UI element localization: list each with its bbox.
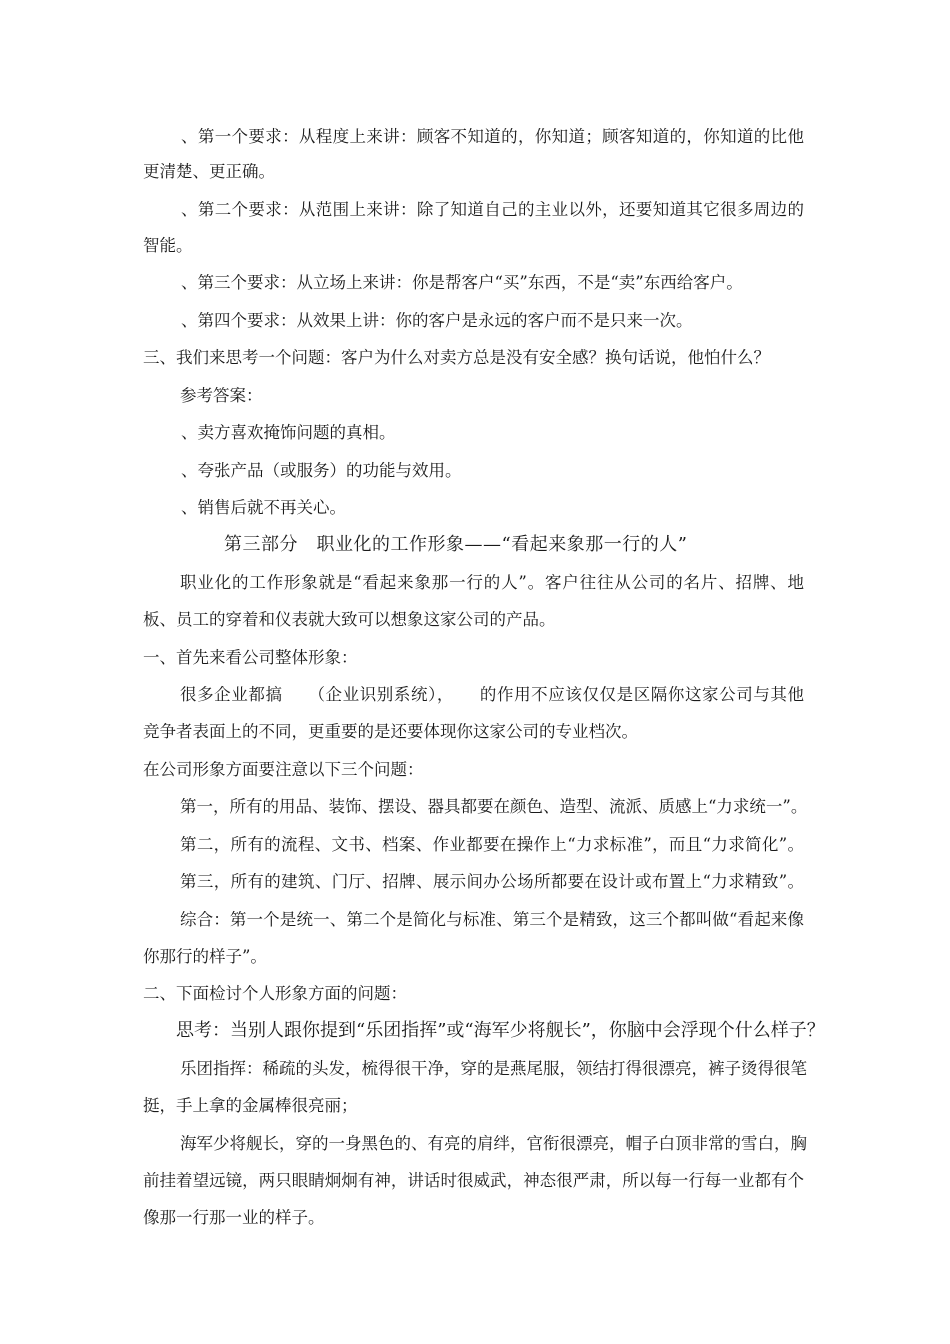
- paragraph-line: 职业化的工作形象就是“看起来象那一行的人”。客户往往从公司的名片、招牌、地: [180, 573, 804, 592]
- paragraph-line: 第一，所有的用品、装饰、摆设、器具都要在颜色、造型、流派、质感上“力求统一”。: [180, 797, 808, 816]
- paragraph-line: 综合：第一个是统一、第二个是简化与标准、第三个是精致，这三个都叫做“看起来像: [180, 910, 804, 929]
- paragraph-line: 三、我们来思考一个问题：客户为什么对卖方总是没有安全感？换句话说，他怕什么？: [143, 348, 770, 367]
- paragraph-line: 在公司形象方面要注意以下三个问题：: [143, 760, 424, 779]
- paragraph-line: 前挂着望远镜，两只眼睛炯炯有神，讲话时很威武，神态很严肃，所以每一行每一业都有个: [143, 1171, 804, 1190]
- paragraph-line: 智能。: [143, 236, 193, 255]
- paragraph-line: 海军少将舰长，穿的一身黑色的、有亮的肩绊，官衔很漂亮，帽子白顶非常的雪白，胸: [180, 1134, 807, 1153]
- paragraph-line: 乐团指挥：稀疏的头发，梳得很干净，穿的是燕尾服，领结打得很漂亮，裤子烫得很笔: [180, 1059, 807, 1078]
- paragraph-line: 、夸张产品（或服务）的功能与效用。: [181, 461, 462, 480]
- paragraph-line: 思考：当别人跟你提到“乐团指挥”或“海军少将舰长”，你脑中会浮现个什么样子？: [176, 1020, 825, 1041]
- paragraph-line: 第三，所有的建筑、门厅、招牌、展示间办公场所都要在设计或布置上“力求精致”。: [180, 872, 804, 891]
- paragraph-line: 、第三个要求：从立场上来讲：你是帮客户“买”东西，不是“卖”东西给客户。: [181, 273, 743, 292]
- paragraph-line: 一、首先来看公司整体形象：: [143, 648, 358, 667]
- section-heading: 第三部分 职业化的工作形象——“看起来象那一行的人”: [224, 534, 688, 555]
- paragraph-line: 、销售后就不再关心。: [181, 498, 346, 517]
- paragraph-line: 、卖方喜欢掩饰问题的真相。: [181, 423, 396, 442]
- paragraph-line: 挺，手上拿的金属棒很亮丽；: [143, 1096, 358, 1115]
- paragraph-line: 像那一行那一业的样子。: [143, 1208, 325, 1227]
- paragraph-line: 更清楚、更正确。: [143, 162, 275, 181]
- paragraph-line: 参考答案：: [180, 386, 263, 405]
- paragraph-line: 竞争者表面上的不同，更重要的是还要体现你这家公司的专业档次。: [143, 722, 638, 741]
- paragraph-line: 、第四个要求：从效果上讲：你的客户是永远的客户而不是只来一次。: [181, 311, 693, 330]
- paragraph-line: 二、下面检讨个人形象方面的问题：: [143, 984, 407, 1003]
- paragraph-line: 板、员工的穿着和仪表就大致可以想象这家公司的产品。: [143, 610, 556, 629]
- paragraph-line: 你那行的样子”。: [143, 947, 267, 966]
- paragraph-line: 第二，所有的流程、文书、档案、作业都要在操作上“力求标准”，而且“力求简化”。: [180, 835, 804, 854]
- paragraph-line: 、第二个要求：从范围上来讲：除了知道自己的主业以外，还要知道其它很多周边的: [181, 200, 804, 219]
- paragraph-line: 、第一个要求：从程度上来讲：顾客不知道的，你知道；顾客知道的，你知道的比他: [181, 127, 804, 146]
- paragraph-line: 很多企业都搞 （企业识别系统）， 的作用不应该仅仅是区隔你这家公司与其他: [180, 685, 804, 704]
